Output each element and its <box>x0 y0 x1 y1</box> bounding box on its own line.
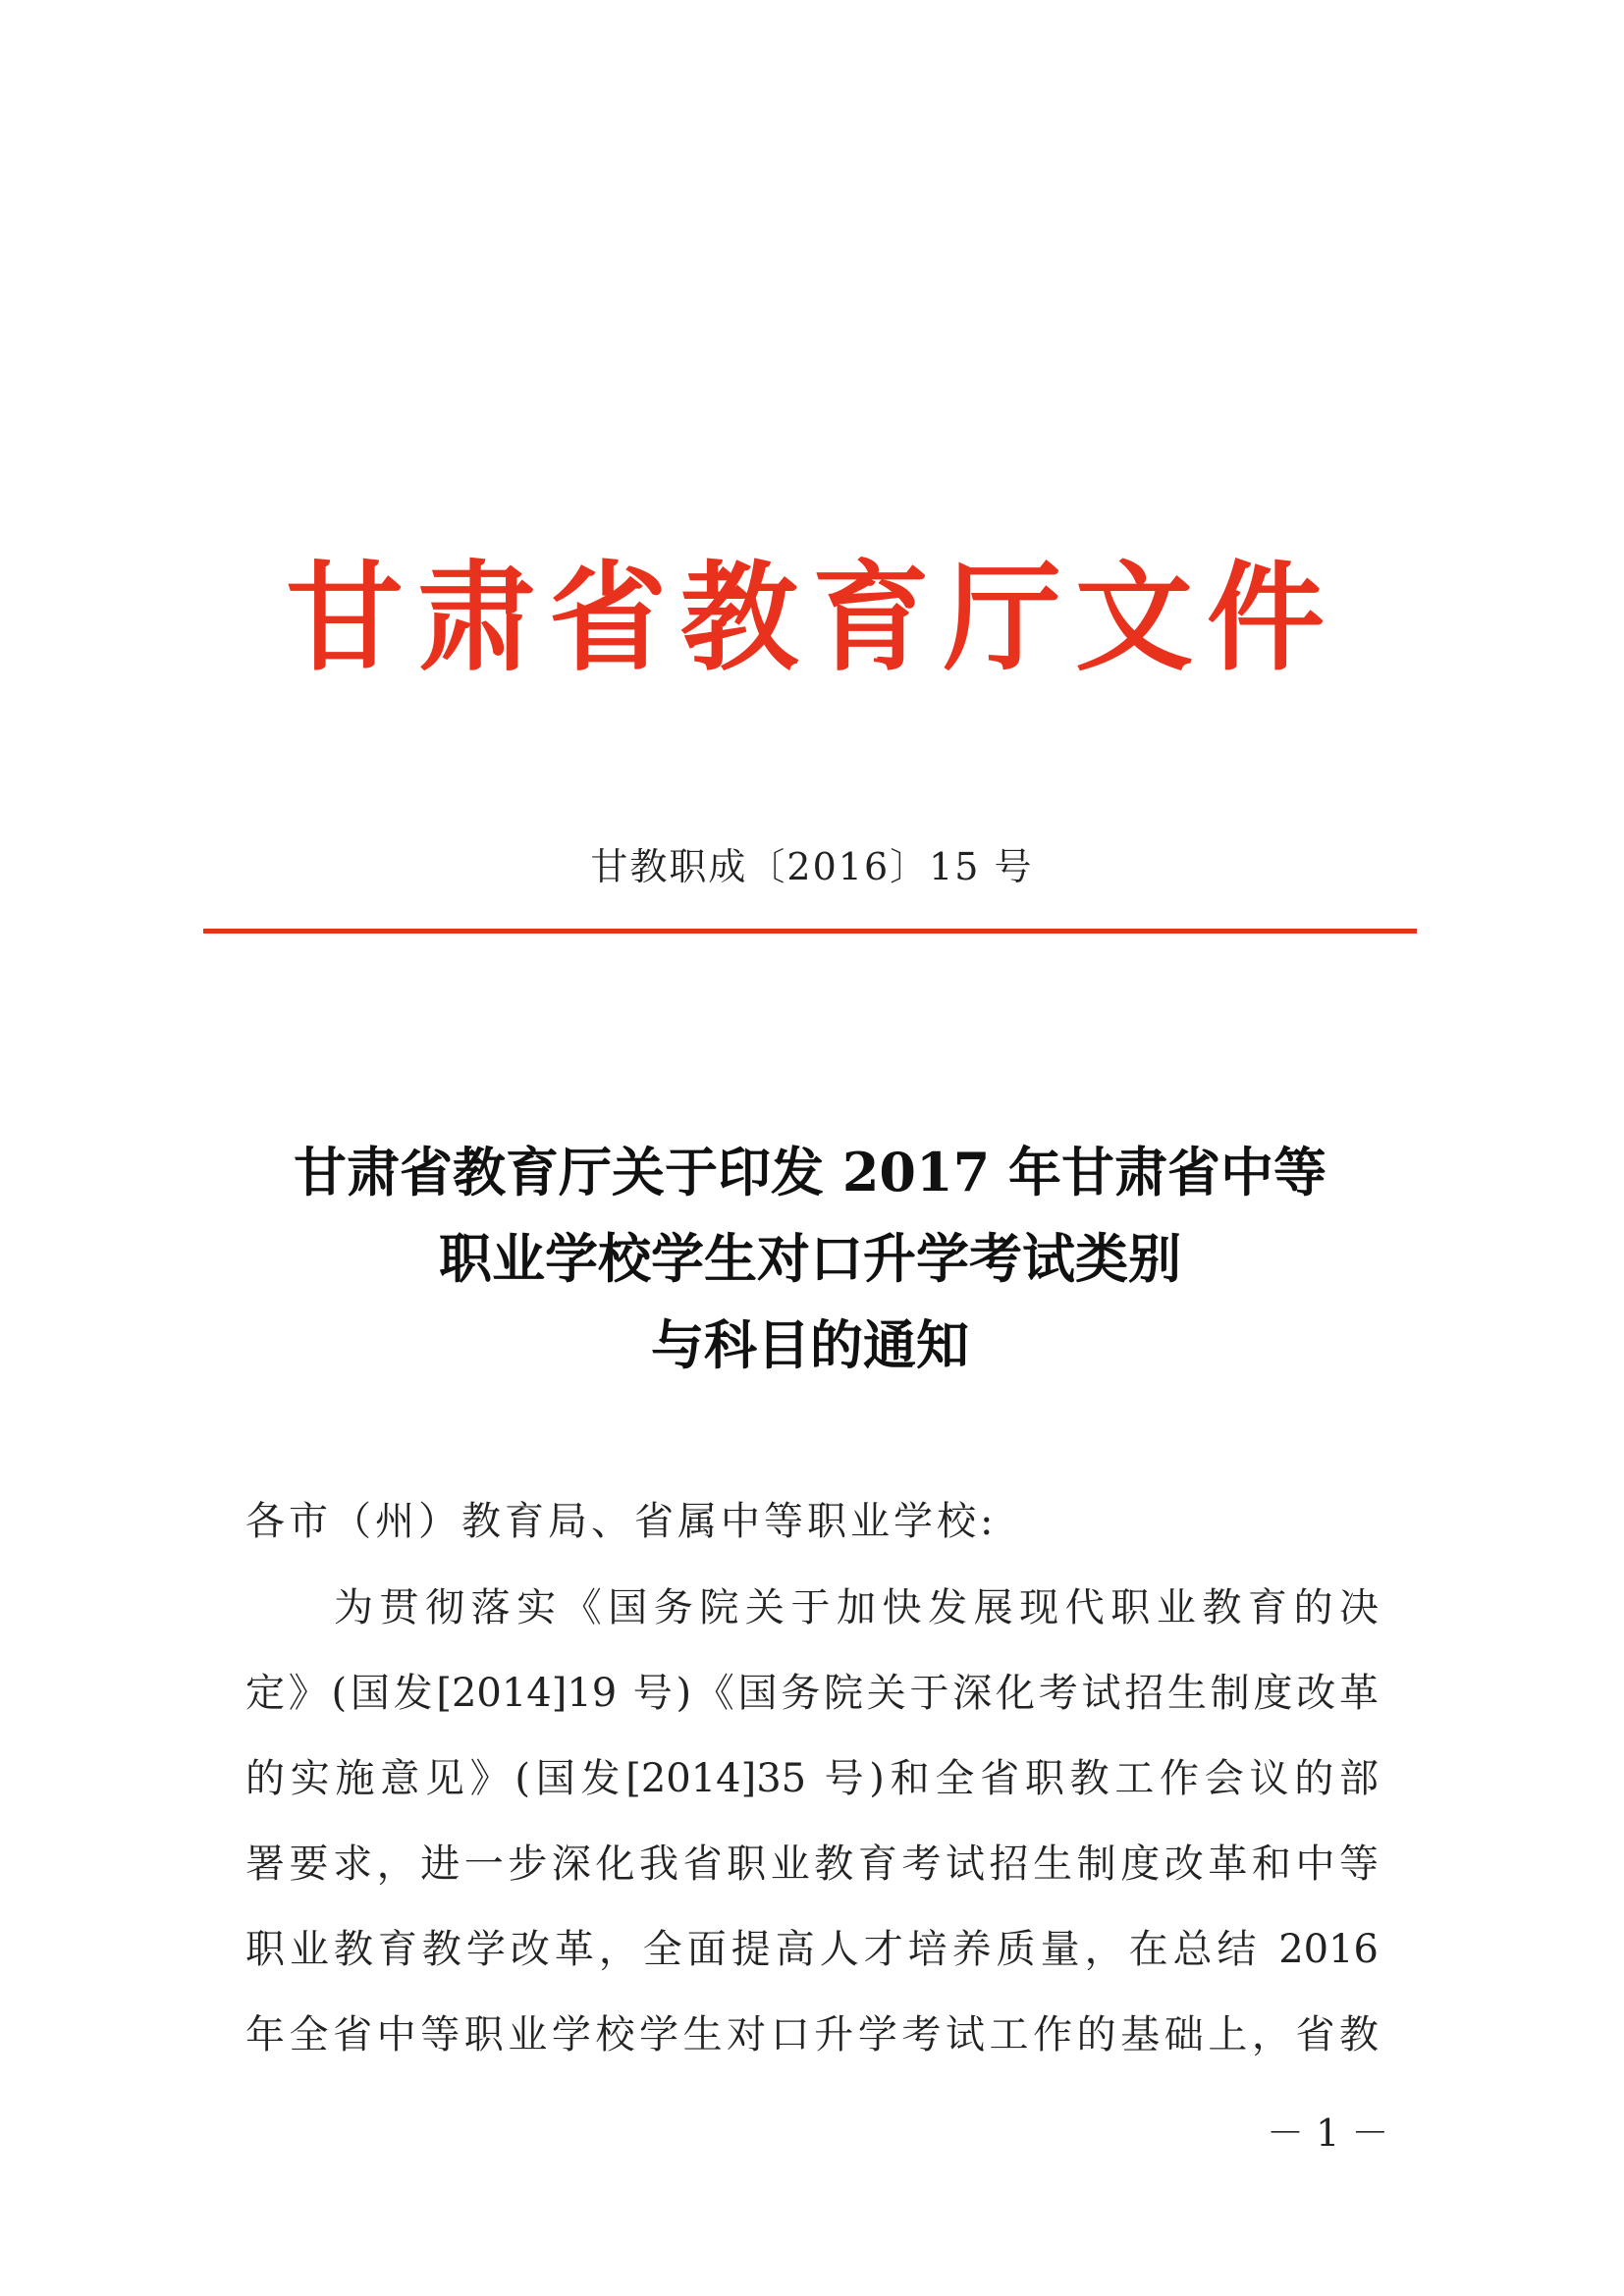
red-divider-line <box>203 929 1417 934</box>
body-line: 为贯彻落实《国务院关于加快发展现代职业教育的决 <box>334 1585 1379 1630</box>
body-line: 年全省中等职业学校学生对口升学考试工作的基础上，省教 <box>245 2012 1379 2057</box>
title-line: 与科目的通知 <box>651 1313 969 1376</box>
body-line: 的实施意见》(国发[2014]35 号)和全省职教工作会议的部 <box>245 1756 1379 1801</box>
page-number: － 1 － <box>1267 2111 1389 2155</box>
body-paragraph <box>245 1578 1379 2091</box>
masthead-title: 甘肃省教育厅文件 <box>286 549 1338 687</box>
title-line: 职业学校学生对口升学考试类别 <box>439 1227 1181 1290</box>
body-line: 署要求，进一步深化我省职业教育考试招生制度改革和中等 <box>245 1842 1379 1887</box>
title-line: 甘肃省教育厅关于印发 2017 年甘肃省中等 <box>294 1141 1326 1203</box>
body-line: 定》(国发[2014]19 号)《国务院关于深化考试招生制度改革 <box>245 1671 1379 1716</box>
salutation: 各市（州）教育局、省属中等职业学校: <box>245 1499 998 1544</box>
document-title <box>203 1129 1417 1388</box>
body-line: 职业教育教学改革，全面提高人才培养质量，在总结 2016 <box>245 1927 1379 1972</box>
document-number: 甘教职成〔2016〕15 号 <box>590 845 1034 888</box>
